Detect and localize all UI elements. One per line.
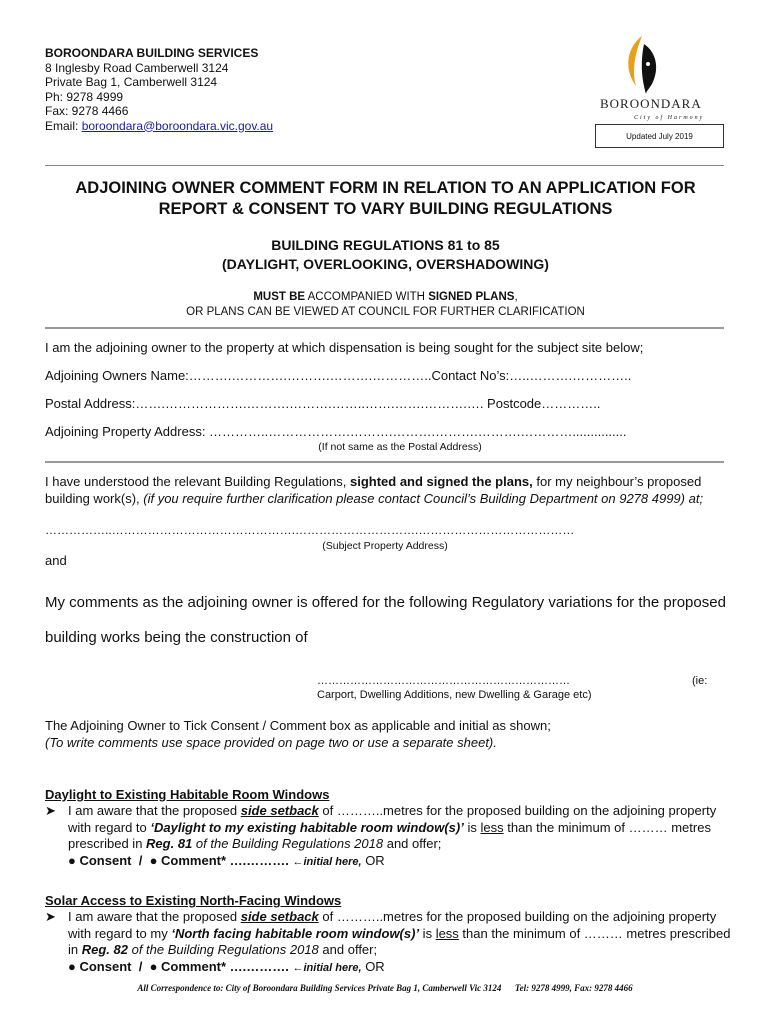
logo-emblem-icon — [596, 30, 716, 126]
subtitle-line1: BUILDING REGULATIONS 81 to 85 — [271, 237, 500, 253]
plans-notice-line2: OR PLANS CAN BE VIEWED AT COUNCIL FOR FURTHER CLARIFICATION — [186, 306, 585, 318]
construction-field[interactable]: …………………………………………………………… — [317, 675, 570, 687]
email-label: Email: — [45, 118, 82, 133]
form-subtitle — [45, 236, 726, 274]
slash-text: / — [138, 958, 143, 974]
arrow-bullet-icon: ➤ — [45, 909, 56, 924]
text-part: of ………..metres for the proposed building on the adjoining property with regard to my — [68, 909, 717, 941]
slash-text: / — [138, 852, 143, 868]
or-text: OR — [361, 958, 385, 974]
header-divider — [45, 165, 724, 166]
text-part: is — [463, 819, 481, 835]
section-body-solar — [45, 909, 735, 976]
less-text: less — [480, 819, 504, 835]
text-part: I am aware that the proposed — [68, 803, 241, 818]
logo-tagline: City of Harmony — [634, 115, 705, 121]
reg-text: Reg. 82 — [81, 942, 128, 957]
section-divider-2 — [45, 461, 724, 463]
consent-row-daylight — [68, 853, 735, 871]
sender-phone: Ph: 9278 4999 — [45, 89, 124, 104]
consent-checkbox[interactable]: ● Consent — [68, 958, 132, 974]
footer-contact: Tel: 9278 4999, Fax: 9278 4466 — [514, 983, 633, 993]
text-part: of ………..metres for the proposed building on the adjoining property with regard to — [68, 803, 717, 835]
sender-email-row — [45, 119, 273, 134]
updated-label: Updated July 2019 — [626, 131, 693, 141]
text-part: than the minimum of ……… metres prescribed in — [68, 819, 711, 851]
consent-row-solar — [68, 959, 735, 977]
sender-fax: Fax: 9278 4466 — [45, 104, 129, 118]
footer-correspondence: All Correspondence to: City of Boroondara Building Services Private Bag 1, Camberwell Vic 3124 — [137, 983, 502, 993]
boroondara-logo — [596, 30, 716, 126]
sender-block — [45, 46, 273, 133]
postal-address-field[interactable]: Postal Address:…….……………….……….……….……..…….…….……….…. Postcode………….. — [45, 396, 601, 411]
intro-text: I am the adjoining owner to the property at which dispensation is being sought for the subject site below; — [45, 340, 644, 355]
understood-part1: I have understood the relevant Building Regulations, — [45, 474, 350, 489]
section-text-daylight — [68, 803, 735, 870]
text-part: and offer; — [318, 942, 378, 957]
signed-plans-text: SIGNED PLANS — [428, 291, 515, 303]
title-line2: REPORT & CONSENT TO VARY BUILDING REGULATIONS — [158, 200, 613, 218]
text-part: and offer; — [383, 836, 442, 851]
not-same-note: (If not same as the Postal Address) — [318, 441, 482, 453]
side-setback-text: side setback — [240, 803, 319, 818]
sender-address1: 8 Inglesby Road Camberwell 3124 — [45, 60, 229, 75]
logo-name: BOROONDARA — [600, 96, 702, 111]
initial-label: ←initial here, — [292, 961, 362, 974]
understood-bold: sighted and signed the plans, — [349, 474, 533, 489]
must-be-text: MUST BE — [253, 291, 306, 303]
section-text-solar — [68, 909, 735, 976]
subject-address-note: (Subject Property Address) — [322, 540, 448, 552]
property-address-field[interactable]: Adjoining Property Address: …………..……………….……….……….……….……….…………............... — [45, 424, 627, 439]
instructions-line1: The Adjoining Owner to Tick Consent / Comment box as applicable and initial as shown; — [45, 718, 551, 733]
comment-checkbox[interactable]: ● Comment* — [149, 958, 227, 974]
email-link[interactable]: boroondara@boroondara.vic.gov.au — [81, 118, 274, 133]
sender-org: BOROONDARA BUILDING SERVICES — [45, 46, 259, 60]
examples-text: Carport, Dwelling Additions, new Dwelling & Garage etc) — [317, 689, 592, 701]
plans-notice — [45, 290, 726, 320]
understood-part2: for my neighbour’s proposed building work(s), — [45, 474, 702, 506]
comment-checkbox[interactable]: ● Comment* — [149, 852, 227, 868]
text-part: is — [419, 925, 436, 941]
updated-box — [595, 124, 724, 148]
regard-text: ‘Daylight to my existing habitable room window(s)’ — [150, 819, 464, 835]
sender-address2: Private Bag 1, Camberwell 3124 — [45, 75, 218, 89]
less-text: less — [435, 925, 459, 941]
instructions-line2: (To write comments use space provided on page two or use a separate sheet). — [45, 734, 497, 750]
initial-field[interactable]: ….………. — [226, 852, 293, 868]
regard-text: ‘North facing habitable room window(s)’ — [171, 925, 420, 941]
regs-name-text: of the Building Regulations 2018 — [127, 942, 319, 957]
reg-text: Reg. 81 — [146, 836, 193, 851]
plans-notice-line1 — [45, 290, 726, 305]
subtitle-line2: (DAYLIGHT, OVERLOOKING, OVERSHADOWING) — [222, 256, 549, 272]
initial-label: ←initial here, — [292, 855, 362, 868]
page-footer — [0, 983, 770, 993]
section-body-daylight — [45, 803, 735, 870]
understood-italic: (if you require further clarification please contact Council’s Building Department on 9278 4999) at; — [143, 490, 704, 506]
ie-text: (ie: — [692, 675, 708, 687]
section-heading-solar: Solar Access to Existing North-Facing Windows — [45, 893, 342, 908]
comments-line2: building works being the construction of — [45, 629, 308, 646]
comments-line1: My comments as the adjoining owner is offered for the following Regulatory variations for the proposed — [45, 594, 726, 611]
owners-name-field[interactable]: Adjoining Owners Name:……….………….……….……….…………..Contact No’s:…..……….………….. — [45, 368, 632, 383]
accompanied-text: ACCOMPANIED WITH — [305, 291, 429, 303]
section-heading-daylight: Daylight to Existing Habitable Room Windows — [45, 787, 330, 802]
comma-text: , — [514, 291, 518, 303]
or-text: OR — [361, 852, 385, 868]
understood-statement — [45, 474, 735, 507]
instructions — [45, 718, 735, 751]
arrow-bullet-icon: ➤ — [45, 803, 56, 818]
regs-name-text: of the Building Regulations 2018 — [192, 836, 384, 851]
and-text: and — [45, 553, 67, 568]
text-part: I am aware that the proposed — [68, 909, 241, 924]
initial-field[interactable]: ….………. — [226, 958, 293, 974]
title-line1: ADJOINING OWNER COMMENT FORM IN RELATION TO AN APPLICATION FOR — [75, 179, 696, 197]
text-part: than the minimum of ……… metres prescribed in — [68, 925, 731, 957]
form-title — [45, 178, 726, 220]
side-setback-text: side setback — [240, 909, 319, 924]
subject-address-field[interactable]: ……………..……………………………………….………………………….………………………………… — [45, 523, 575, 537]
section-divider-1 — [45, 327, 724, 329]
consent-checkbox[interactable]: ● Consent — [68, 852, 132, 868]
